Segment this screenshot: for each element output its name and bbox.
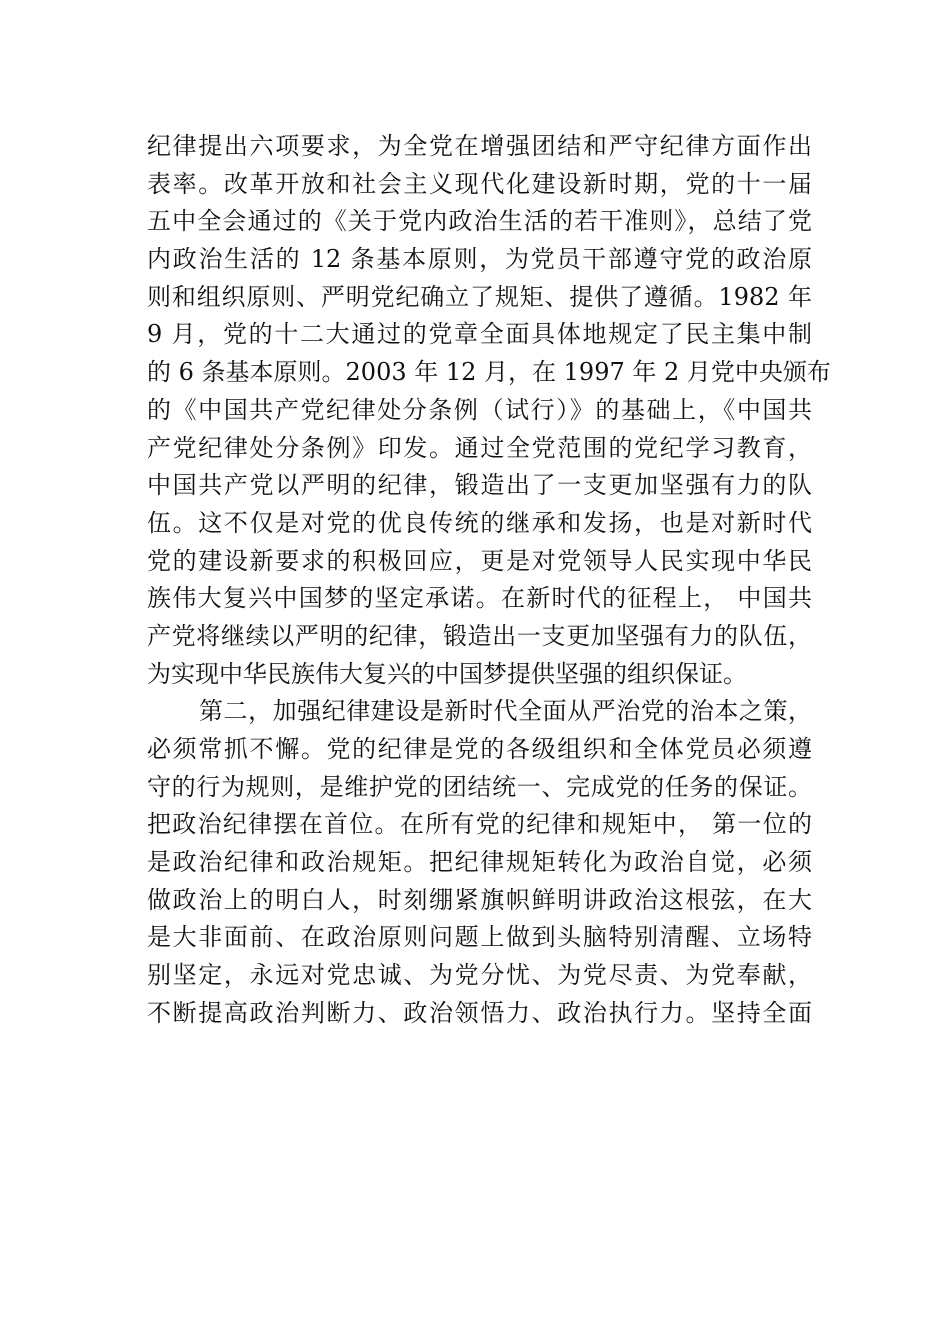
text-line: 族伟大复兴中国梦的坚定承诺。在新时代的征程上， 中国共 [147, 584, 812, 613]
text-line: 的 6 条基本原则。2003 年 12 月，在 1997 年 2 月党中央颁布 [147, 358, 831, 387]
text-line: 伍。这不仅是对党的优良传统的继承和发扬，也是对新时代 [147, 508, 812, 537]
text-line: 则和组织原则、严明党纪确立了规矩、提供了遵循。1982 年 [147, 282, 812, 311]
text-line: 党的建设新要求的积极回应，更是对党领导人民实现中华民 [147, 546, 812, 575]
text-line: 为实现中华民族伟大复兴的中国梦提供坚强的组织保证。 [147, 659, 747, 688]
text-line: 是政治纪律和政治规矩。把纪律规矩转化为政治自觉，必须 [147, 848, 812, 877]
text-line: 第二，加强纪律建设是新时代全面从严治党的治本之策， [199, 697, 812, 726]
text-line: 做政治上的明白人，时刻绷紧旗帜鲜明讲政治这根弦，在大 [147, 885, 812, 914]
text-line: 别坚定，永远对党忠诚、为党分忧、为党尽责、为党奉献， [147, 961, 812, 990]
text-line: 必须常抓不懈。党的纪律是党的各级组织和全体党员必须遵 [147, 735, 812, 763]
paragraph-1 [147, 128, 831, 693]
text-line: 表率。改革开放和社会主义现代化建设新时期，党的十一届 [147, 169, 812, 198]
text-line: 把政治纪律摆在首位。在所有党的纪律和规矩中， 第一位的 [147, 810, 812, 839]
text-line: 中国共产党以严明的纪律，锻造出了一支更加坚强有力的队 [147, 471, 812, 500]
text-line: 五中全会通过的《关于党内政治生活的若干准则》，总结了党 [147, 207, 812, 236]
text-line: 的《中国共产党纪律处分条例（试行）》的基础上，《中国共 [147, 395, 812, 424]
text-line: 9 月，党的十二大通过的党章全面具体地规定了民主集中制 [147, 320, 812, 349]
text-line: 产党将继续以严明的纪律，锻造出一支更加坚强有力的队伍， [147, 621, 812, 650]
text-line: 是大非面前、在政治原则问题上做到头脑特别清醒、立场特 [147, 923, 812, 952]
text-line: 纪律提出六项要求，为全党在增强团结和严守纪律方面作出 [147, 132, 812, 160]
paragraph-2 [147, 693, 812, 1032]
body-text [147, 128, 831, 1033]
text-line: 内政治生活的 12 条基本原则，为党员干部遵守党的政治原 [147, 245, 812, 274]
text-line: 守的行为规则，是维护党的团结统一、完成党的任务的保证。 [147, 772, 812, 801]
text-line: 产党纪律处分条例》印发。通过全党范围的党纪学习教育， [147, 433, 812, 462]
text-line: 不断提高政治判断力、政治领悟力、政治执行力。坚持全面 [147, 998, 812, 1027]
